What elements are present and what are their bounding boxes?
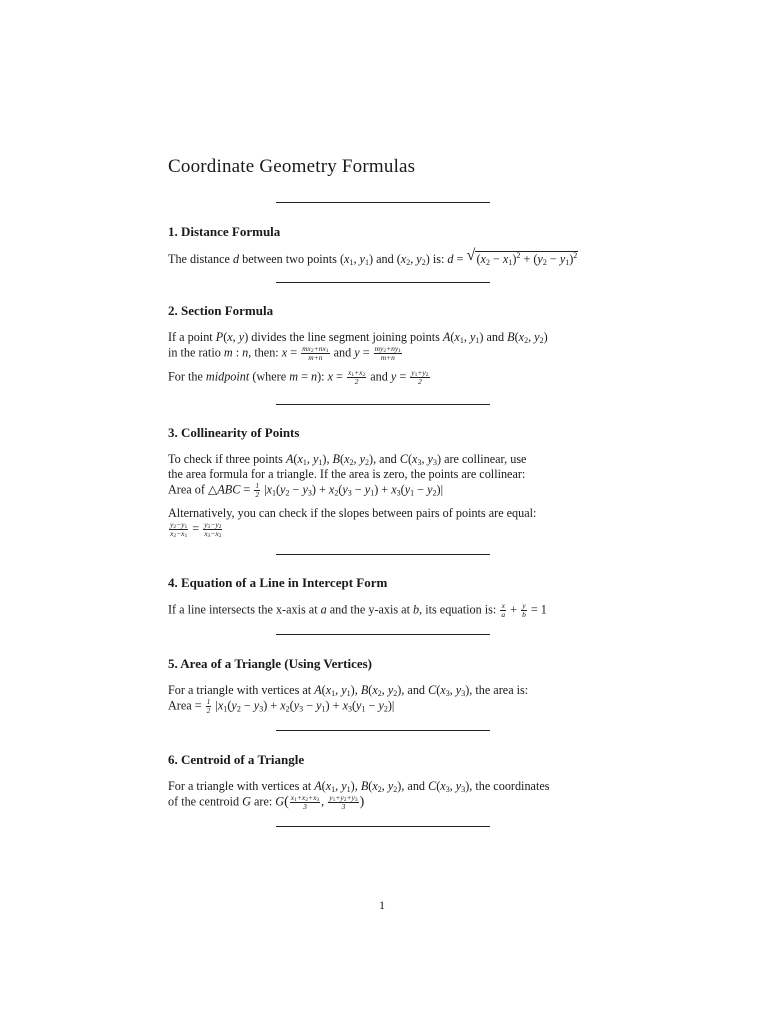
section-section-formula	[168, 303, 608, 386]
section-heading: 1. Distance Formula	[168, 224, 281, 239]
section-divider	[276, 554, 490, 555]
fraction: $\frac{x}{a}$	[501, 601, 506, 619]
fraction: $\frac{1}{2}$	[255, 481, 260, 499]
section-triangle-area	[168, 656, 608, 715]
section-paragraph: For the midpoint (where m = n): x = $\frac{x_1+x_2}{2}$ and y = $\frac{y_1+y_2}{2}$	[168, 368, 429, 386]
section-paragraph: To check if three points $A(x_1$, $y_1$), $B(x_2$, $y_2$), and $C(x_3$, $y_3$) are collinear, use the area formula for a triangle. If the area is zero, the points are collinear: Area of △ABC = $\frac{1}{2}$ $|x_1(y_2 - y_3) + x_2(y_3 - y_1) + x_3(y_1 - y_2)|$	[168, 452, 527, 499]
section-heading: 6. Centroid of a Triangle	[168, 752, 305, 767]
section-collinearity	[168, 425, 608, 538]
section-intercept-form	[168, 575, 608, 619]
fraction: $\frac{y_1+y_2+y_3}{3}$	[329, 793, 358, 811]
section-divider	[276, 826, 490, 827]
section-heading: 4. Equation of a Line in Intercept Form	[168, 575, 388, 590]
fraction: $\frac{y_2-y_1}{x_2-x_1}$	[170, 520, 188, 539]
section-heading: 5. Area of a Triangle (Using Vertices)	[168, 656, 373, 671]
fraction: $\frac{y}{b}$	[522, 601, 526, 619]
section-divider	[276, 202, 490, 203]
fraction: $\frac{y_3-y_2}{x_3-x_2}$	[204, 520, 222, 539]
page-number: 1	[379, 898, 385, 912]
section-paragraph: If a point P(x, y) divides the line segment joining points $A(x_1$, $y_1$) and $B(x_2$, $y_2$) in the ratio m : n, then: x = $\frac{mx_2+nx_1}{m+n}$ and y = $\frac{my_2+ny_1}{m+n}$	[168, 330, 548, 362]
section-paragraph: The distance d between two points ($x_1$, $y_1$) and ($x_2$, $y_2$) is: d = √ $(x_2 - x_1)^2 + (y_2 - y_1)^2$	[168, 247, 578, 267]
section-paragraph: For a triangle with vertices at $A(x_1$, $y_1$), $B(x_2$, $y_2$), and $C(x_3$, $y_3$), the coordinates of the centroid G are: G( $\frac{x_1+x_2+x_3}{3}$ , $\frac{y_1+y_2+y_3}{3}$ )	[168, 779, 550, 811]
section-divider	[276, 404, 490, 405]
section-divider	[276, 634, 490, 635]
section-divider	[276, 282, 490, 283]
section-distance-formula	[168, 224, 608, 267]
page-title: Coordinate Geometry Formulas	[168, 156, 416, 177]
section-paragraph: Alternatively, you can check if the slopes between pairs of points are equal: $\frac{y_2-y_1}{x_2-x_1}$ = $\frac{y_3-y_2}{x_3-x_2}$	[168, 506, 537, 539]
fraction: $\frac{1}{2}$	[206, 697, 211, 715]
sqrt-expression: √ $(x_2 - x_1)^2 + (y_2 - y_1)^2$	[466, 247, 578, 267]
section-heading: 2. Section Formula	[168, 303, 274, 318]
section-paragraph: For a triangle with vertices at $A(x_1$, $y_1$), $B(x_2$, $y_2$), and $C(x_3$, $y_3$), the area is: Area = $\frac{1}{2}$ $|x_1(y_2 - y_3) + x_2(y_3 - y_1) + x_3(y_1 - y_2)|$	[168, 683, 529, 715]
section-heading: 3. Collinearity of Points	[168, 425, 300, 440]
section-centroid	[168, 752, 608, 811]
fraction: $\frac{y_1+y_2}{2}$	[411, 368, 429, 386]
fraction: $\frac{x_1+x_2}{2}$	[347, 368, 366, 386]
section-paragraph: If a line intersects the x-axis at a and the y-axis at b, its equation is: $\frac{x}{a}$ + $\frac{y}{b}$ = 1	[168, 601, 547, 619]
fraction: $\frac{x_1+x_2+x_3}{3}$	[290, 793, 320, 811]
section-divider	[276, 730, 490, 731]
fraction: $\frac{my_2+ny_1}{m+n}$	[374, 344, 402, 362]
fraction: $\frac{mx_2+nx_1}{m+n}$	[302, 344, 329, 362]
